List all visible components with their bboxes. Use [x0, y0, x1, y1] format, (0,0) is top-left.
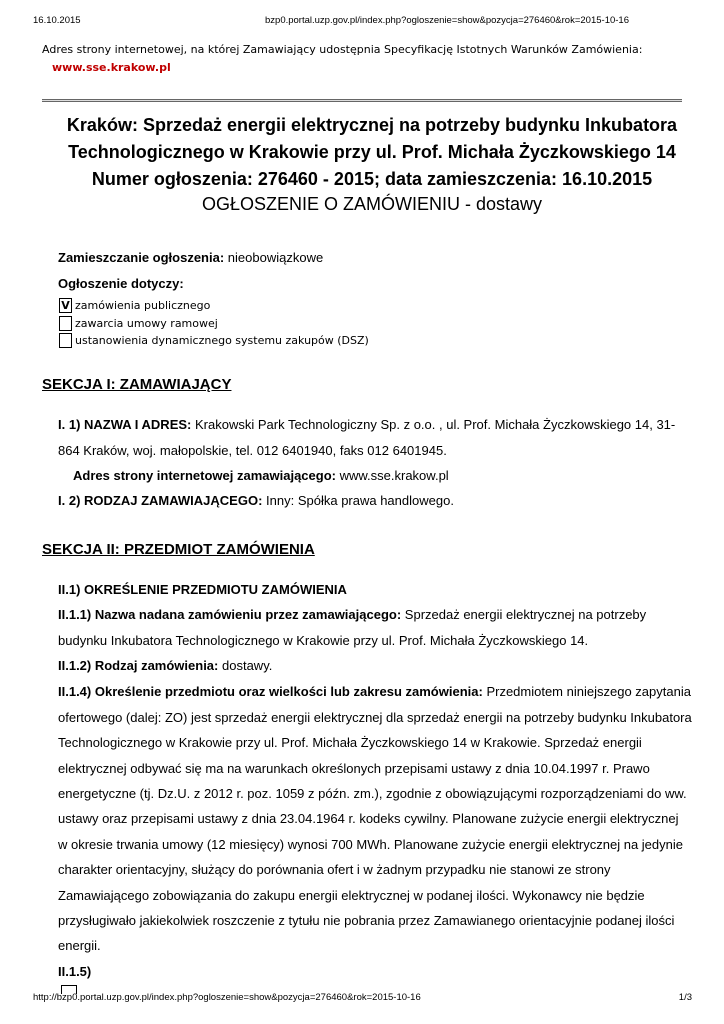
type-label: I. 2) RODZAJ ZAMAWIAJĄCEGO:	[58, 493, 263, 508]
section-1-type-row	[58, 492, 454, 510]
order-kind-row	[58, 657, 272, 675]
option-label: ustanowienia dynamicznego systemu zakupów (DSZ)	[75, 333, 369, 347]
section-1-name-row	[58, 416, 675, 434]
desc-line: elektrycznej odbywać się ma na warunkach określonych przepisami ustawy z dnia 10.04.1997 r. Prawo	[58, 761, 650, 776]
page-number: 1/3	[678, 992, 692, 1003]
desc-line: Zamawiającego zobowiązania do zakupu energii elektrycznej w podanej ilości. Wykonawcy nie będzie	[58, 888, 645, 903]
desc-line: w okresie trwania umowy (12 miesięcy) wynosi 700 MWh. Planowane zużycie energii elektrycznej na jedynie	[58, 837, 683, 852]
checkbox: V	[59, 298, 72, 313]
web-label: Adres strony internetowej zamawiającego:	[73, 468, 336, 483]
option-dsz	[59, 333, 369, 348]
option-label: zawarcia umowy ramowej	[75, 316, 218, 330]
placement-label: Zamieszczanie ogłoszenia:	[58, 250, 225, 265]
order-name-value: Sprzedaż energii elektrycznej na potrzeby	[404, 607, 647, 622]
desc-line: charakter orientacyjny, służący do porównania ofert i w żadnym przypadku nie stanowi ze strony	[58, 862, 611, 877]
section-2-heading: SEKCJA II: PRZEDMIOT ZAMÓWIENIA	[42, 541, 315, 558]
desc-line: Technologicznego w Krakowie przy ul. Prof. Michała Życzkowskiego 14 w Krakowie. Sprzedaż energii	[58, 735, 642, 750]
order-kind-value: dostawy.	[222, 658, 273, 673]
desc-line: energii.	[58, 938, 101, 953]
desc-line: energetyczne (tj. Dz.U. z 2012 r. poz. 1059 z późn. zm.), zgodnie z obowiązującymi rozporządzeniami do ww.	[58, 786, 687, 801]
placement-value: nieobowiązkowe	[227, 250, 324, 265]
name-value: Krakowski Park Technologiczny Sp. z o.o. , ul. Prof. Michała Życzkowskiego 14, 31-	[195, 417, 676, 432]
order-desc-label: II.1.4) Określenie przedmiotu oraz wielkości lub zakresu zamówienia:	[58, 684, 483, 699]
option-framework-agreement	[59, 316, 218, 331]
section-1-heading: SEKCJA I: ZAMAWIAJĄCY	[42, 376, 232, 393]
page-subtitle: OGŁOSZENIE O ZAMÓWIENIU - dostawy	[201, 194, 543, 214]
order-desc-value: Przedmiotem niniejszego zapytania	[486, 684, 691, 699]
page-title	[40, 112, 704, 193]
print-date: 16.10.2015	[33, 15, 81, 26]
order-desc-row	[58, 683, 691, 701]
checkbox	[59, 333, 72, 348]
web-value: www.sse.krakow.pl	[339, 468, 449, 483]
order-name-row	[58, 606, 646, 624]
section-1-web-row	[73, 467, 449, 485]
section-2-subheading: II.1) OKREŚLENIE PRZEDMIOTU ZAMÓWIENIA	[58, 582, 347, 597]
desc-line: przysługiwało jakiekolwiek roszczenie z tytułu nie pobrania przez Zamawianego orientacyjnie podanej ilości	[58, 913, 675, 928]
print-header-url: bzp0.portal.uzp.gov.pl/index.php?ogloszenie=show&pozycja=276460&rok=2015-10-16	[265, 15, 629, 26]
siwz-link[interactable]: www.sse.krakow.pl	[52, 61, 171, 74]
option-label: zamówienia publicznego	[75, 298, 211, 312]
option-public-contract	[59, 298, 210, 313]
divider	[42, 99, 682, 102]
title-line-2: Technologicznego w Krakowie przy ul. Prof. Michała Życzkowskiego 14	[68, 142, 676, 162]
next-item-label: II.1.5)	[58, 964, 92, 979]
name-label: I. 1) NAZWA I ADRES:	[58, 417, 192, 432]
type-value: Inny: Spółka prawa handlowego.	[266, 493, 454, 508]
order-kind-label: II.1.2) Rodzaj zamówienia:	[58, 658, 219, 673]
checkbox	[59, 316, 72, 331]
desc-line: ustawy oraz przepisami ustawy z dnia 23.04.1964 r. kodeks cywilny. Planowane zużycie energii elektrycznej	[58, 811, 679, 826]
section-1-address-row: 864 Kraków, woj. małopolskie, tel. 012 6401940, faks 012 6401945.	[58, 443, 447, 458]
order-name-label: II.1.1) Nazwa nadana zamówieniu przez zamawiającego:	[58, 607, 402, 622]
print-footer-url: http://bzp0.portal.uzp.gov.pl/index.php?ogloszenie=show&pozycja=276460&rok=2015-10-16	[33, 992, 421, 1003]
siwz-notice: Adres strony internetowej, na której Zamawiający udostępnia Specyfikację Istotnych Warunków Zamówienia:	[42, 43, 643, 56]
title-line-1: Kraków: Sprzedaż energii elektrycznej na potrzeby budynku Inkubatora	[66, 115, 678, 135]
desc-line: ofertowego (dalej: ZO) jest sprzedaż energii elektrycznej dla sprzedaż energii na potrzeby budynku Inkubatora	[58, 710, 692, 725]
order-name-continuation: budynku Inkubatora Technologicznego w Krakowie przy ul. Prof. Michała Życzkowskiego 14.	[58, 633, 589, 648]
title-line-3: Numer ogłoszenia: 276460 - 2015; data zamieszczenia: 16.10.2015	[91, 169, 653, 189]
concerns-label: Ogłoszenie dotyczy:	[58, 276, 184, 291]
placement-row	[58, 249, 323, 267]
